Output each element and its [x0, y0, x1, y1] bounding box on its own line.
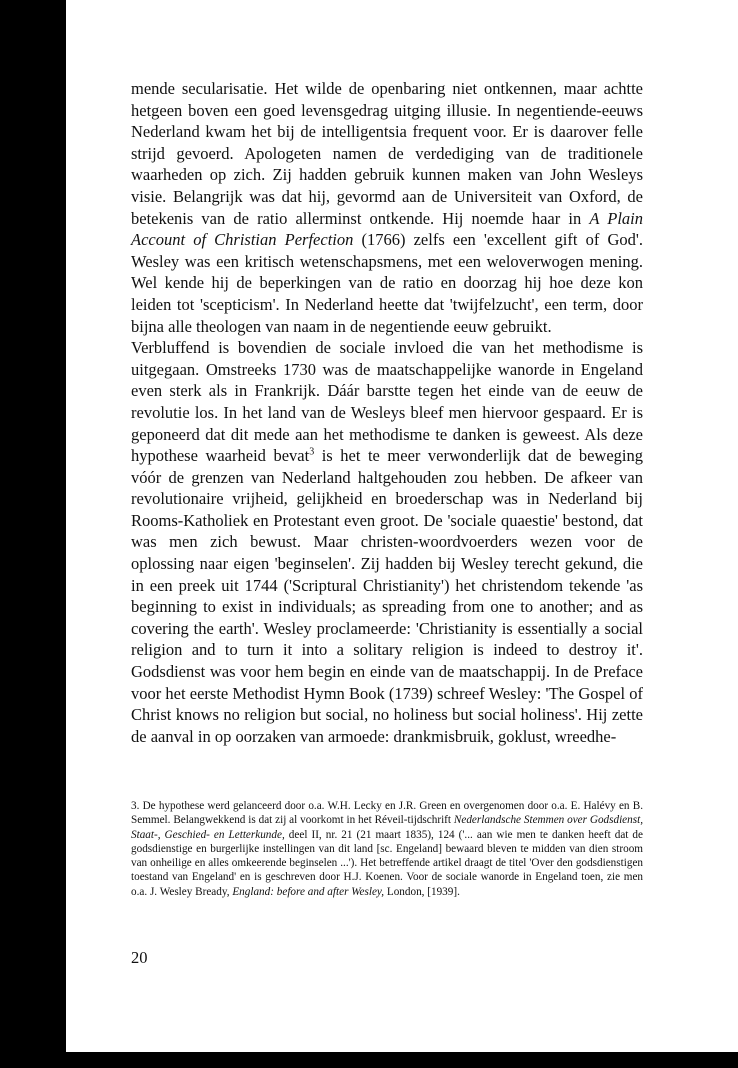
paragraph-2: [131, 337, 643, 747]
paragraph-1: [131, 78, 643, 337]
body-text: [131, 78, 643, 747]
footnote-book-title: England: before and after Wesley,: [232, 885, 385, 898]
footnote-3: [131, 799, 643, 899]
scan-border-bottom: [0, 1052, 738, 1068]
paragraph-1-part-1: mende secularisatie. Het wilde de openbaring niet ontkennen, maar achtte hetgeen boven een goed levensgedrag uitging illusie. In negentiende-eeuws Nederland kwam het bij de intelligentsia frequent voor. Er is daarover felle strijd gevoerd. Apologeten namen de verdediging van de traditionele waarheden op zich. Zij hadden gebruik kunnen maken van John Wesleys visie. Belangrijk was dat hij, gevormd aan de Universiteit van Oxford, de betekenis van de ratio allerminst ontkende. Hij noemde haar in: [131, 79, 643, 228]
paragraph-1-part-2: (1766) zelfs een 'excellent gift of God'. Wesley was een kritisch wetenschapsmens, met een weloverwogen mening. Wel kende hij de beperkingen van de ratio en doorzag hij hoe deze kon leiden tot 'scepticism'. In Nederland heette dat 'twijfelzucht', een term, door bijna alle theologen van naam in de negentiende eeuw gebruikt.: [131, 230, 643, 336]
paragraph-2-part-1: Verbluffend is bovendien de sociale invloed die van het methodisme is uitgegaan. Omstreeks 1730 was de maatschappelijke wanorde in Engeland even sterk als in Frankrijk. Dáár barstte tegen het einde van de eeuw de revolutie los. In het land van de Wesleys bleef men hiervoor gespaard. Er is geponeerd dat dit mede aan het methodisme te danken is geweest. Als deze hypothese waarheid bevat: [131, 338, 643, 466]
footnote-reference-3[interactable]: 3: [309, 446, 315, 458]
scan-border-left: [0, 0, 66, 1068]
paragraph-2-part-2: is het te meer verwonderlijk dat de beweging vóór de grenzen van Nederland haltgehouden zou hebben. De afkeer van revolutionaire vrijheid, gelijkheid en broederschap was in Nederland bij Rooms-Katholiek en Protestant even groot. De 'sociale quaestie' bestond, dat was men zich bewust. Maar christen-woordvoerders wezen voor de oplossing naar eigen 'beginselen'. Zij hadden bij Wesley terecht gekund, die in een preek uit 1744 ('Scriptural Christianity') het christendom tekende 'as beginning to exist in individuals; as spreading from one to another; and as covering the earth'. Wesley proclameerde: 'Christianity is essentially a social religion and to turn it into a solitary religion is indeed to destroy it'. Godsdienst was voor hem begin en einde van de maatschappij. In de Preface voor het eerste Methodist Hymn Book (1739) schreef Wesley: 'The Gospel of Christ knows no religion but social, no holiness but social holiness'. Hij zette de aanval in op oorzaken van armoede: drankmisbruik, goklust, wreedhe-: [131, 446, 643, 746]
footnote-periodical-title: Nederlandsche Stemmen over Godsdienst, Staat-, Geschied- en Letterkunde,: [131, 814, 644, 841]
footnote-part-3: London, [1939].: [384, 885, 460, 898]
book-title-plain-account: A Plain Account of Christian Perfection: [131, 208, 643, 250]
footnote-part-2: deel II, nr. 21 (21 maart 1835), 124 ('... aan wie men te danken heeft dat de godsdienstige en burgerlijke instellingen van dit land [sc. Engeland] bewaard bleven te midden van dien stroom van onheilige en alles omkeerende beginselen ...'). Het betreffende artikel draagt de titel 'Over den godsdienstigen toestand van Engeland' en is geschreven door H.J. Koenen. Voor de sociale wanorde in Engeland toen, zie men o.a. J. Wesley Bready,: [131, 828, 643, 898]
page-number: 20: [131, 948, 148, 967]
footnote-part-1: 3. De hypothese werd gelanceerd door o.a. W.H. Lecky en J.R. Green en overgenomen door o.a. E. Halévy en B. Semmel. Belangwekkend is dat zij al voorkomt in het Réveil-tijdschrift: [131, 800, 643, 827]
